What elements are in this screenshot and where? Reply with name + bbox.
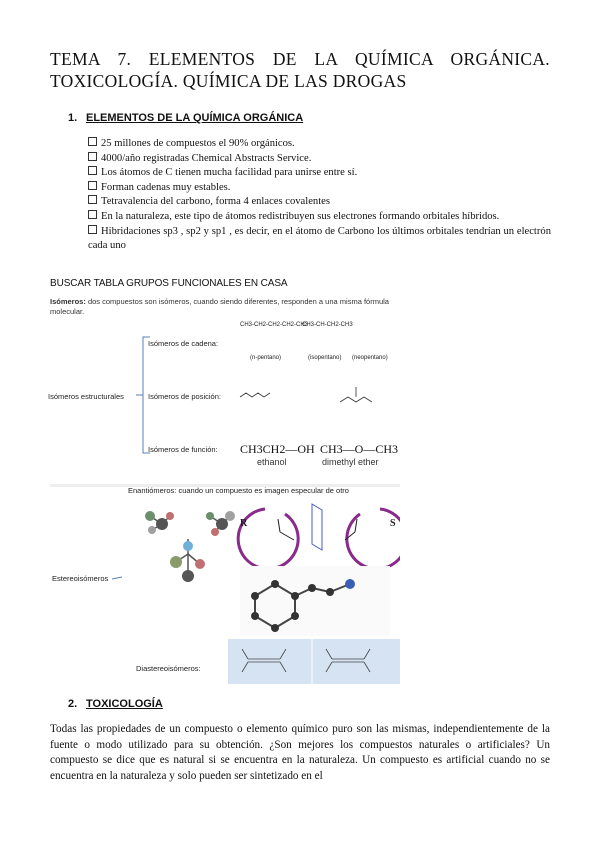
bullet-list [88, 137, 551, 254]
section-2-heading [68, 698, 163, 710]
chain-name-1: (n-pentano) [250, 355, 282, 361]
list-item: Hibridaciones sp3 , sp2 y sp1 , es decir, en el átomo de Carbono los últimos orbitales tendrían un electrón cada uno [88, 225, 551, 252]
section-2-number: 2. [68, 698, 78, 710]
section-2-title: TOXICOLOGÍA [86, 698, 163, 710]
list-item: 4000/año registradas Chemical Abstracts Service. [88, 152, 551, 167]
section-1-title: ELEMENTOS DE LA QUÍMICA ORGÁNICA [86, 112, 304, 124]
s-config-label: S [390, 518, 396, 529]
checkbox-bullet-icon [88, 137, 97, 146]
diastereomers-label: Diastereoisómeros: [136, 664, 201, 673]
chain-formula-2: CH3-CH-CH2-CH3 [302, 322, 353, 328]
function-formula-1: CH3CH2—OH [240, 442, 315, 456]
chain-isomers-label: Isómeros de cadena: [148, 339, 219, 348]
checkbox-bullet-icon [88, 210, 97, 219]
structural-isomers-label: Isómeros estructurales [48, 392, 124, 401]
function-name-2: dimethyl ether [322, 457, 379, 467]
list-item: 25 millones de compuestos el 90% orgánicos. [88, 137, 551, 152]
checkbox-bullet-icon [88, 195, 97, 204]
toxicology-paragraph: Todas las propiedades de un compuesto o elemento químico puro son las mismas, independientemente de la fuente o modo utilizado para su obtención. ¿Son mejores los compuestos naturales o artificiales? Un compuesto se dice que es natural si se encuentra en la naturaleza. Un compuesto es artificial cuando no se encuentra en la naturaleza y solo pueden ser sintetizado en el [50, 723, 550, 782]
function-isomers-label: Isómeros de función: [148, 445, 218, 454]
list-item: Tetravalencia del carbono, forma 4 enlaces covalentes [88, 195, 551, 210]
function-formula-2: CH3—O—CH3 [320, 442, 399, 456]
checkbox-bullet-icon [88, 181, 97, 190]
chain-name-2: (isopentano) [308, 355, 342, 361]
isomers-diagram [50, 297, 400, 467]
r-config-label: R [240, 518, 248, 529]
chain-name-3: (neopentano) [352, 355, 388, 361]
document-title: TEMA 7. ELEMENTOS DE LA QUÍMICA ORGÁNICA. TOXICOLOGÍA. QUÍMICA DE LAS DROGAS [50, 49, 550, 91]
checkbox-bullet-icon [88, 166, 97, 175]
chain-formula-1: CH3-CH2-CH2-CH2-CH3 [240, 322, 309, 328]
list-item: En la naturaleza, este tipo de átomos redistribuyen sus electrones formando orbitales híbridos. [88, 210, 551, 225]
stereoisomers-label: Estereoisómeros [52, 574, 109, 583]
section-1-number: 1. [68, 112, 78, 124]
list-item: Los átomos de C tienen mucha facilidad para unirse entre sí. [88, 166, 551, 181]
checkbox-bullet-icon [88, 225, 97, 234]
enantiomers-label: Enantiómeros: cuando un compuesto es imagen especular de otro [128, 486, 349, 495]
isomers-intro: Isómeros: dos compuestos son isómeros, cuando siendo diferentes, responden a una misma fórmula molecular. [50, 297, 389, 316]
section-1-heading [68, 112, 303, 124]
checkbox-bullet-icon [88, 152, 97, 161]
stereoisomers-figure [50, 484, 400, 684]
function-name-1: ethanol [257, 457, 287, 467]
note-functional-groups: BUSCAR TABLA GRUPOS FUNCIONALES EN CASA [50, 278, 288, 289]
position-isomers-label: Isómeros de posición: [148, 392, 221, 401]
list-item: Forman cadenas muy estables. [88, 181, 551, 196]
stereo-drawings [50, 484, 400, 684]
